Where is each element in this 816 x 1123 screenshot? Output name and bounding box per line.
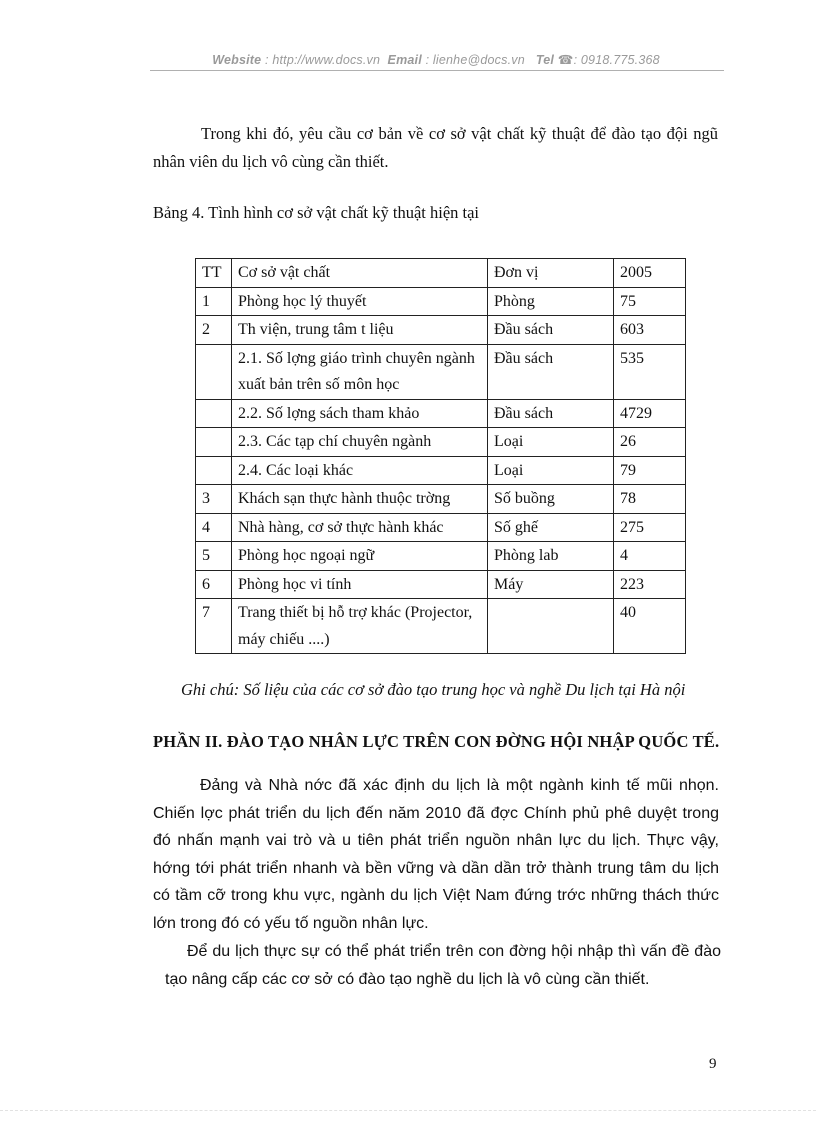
cell-value: 4	[614, 542, 686, 571]
table-row	[196, 485, 686, 514]
cell-facility: Th viện, trung tâm t liệu	[232, 316, 488, 345]
cell-unit: Máy	[488, 570, 614, 599]
cell-facility: 2.2. Số lợng sách tham khảo	[232, 399, 488, 428]
cell-unit	[488, 599, 614, 654]
table-caption: Bảng 4. Tình hình cơ sở vật chất kỹ thuật hiện tại	[153, 203, 480, 222]
cell-value: 275	[614, 513, 686, 542]
cell-value: 26	[614, 428, 686, 457]
page-number: 9	[709, 1056, 717, 1072]
cell-unit: Phòng lab	[488, 542, 614, 571]
cell-value: 603	[614, 316, 686, 345]
cell-tt: 3	[196, 485, 232, 514]
header-cell-tt: TT	[196, 259, 232, 288]
table-row	[196, 542, 686, 571]
cell-value: 78	[614, 485, 686, 514]
cell-value: 535	[614, 344, 686, 399]
cell-tt	[196, 428, 232, 457]
cell-tt: 1	[196, 287, 232, 316]
table-note: Ghi chú: Số liệu của các cơ sở đào tạo trung học và nghề Du lịch tại Hà nội	[181, 680, 686, 699]
page-header	[150, 52, 722, 67]
bottom-rule	[0, 1110, 816, 1111]
cell-tt	[196, 344, 232, 399]
cell-facility: Khách sạn thực hành thuộc trờng	[232, 485, 488, 514]
header-cell-unit: Đơn vị	[488, 259, 614, 288]
paragraph-3-text: Để du lịch thực sự có thể phát triển trên con đờng hội nhập thì vấn đề đào tạo nâng cấp các cơ sở có đào tạo nghề du lịch là vô cùng cần thiết.	[165, 943, 721, 988]
cell-tt: 6	[196, 570, 232, 599]
phone-icon: ☎	[557, 53, 574, 67]
cell-facility: Phòng học vi tính	[232, 570, 488, 599]
cell-facility: Trang thiết bị hỗ trợ khác (Projector, máy chiếu ....)	[232, 599, 488, 654]
cell-unit: Loại	[488, 428, 614, 457]
cell-unit: Phòng	[488, 287, 614, 316]
cell-tt: 7	[196, 599, 232, 654]
cell-facility: Phòng học lý thuyết	[232, 287, 488, 316]
cell-facility: 2.1. Số lợng giáo trình chuyên ngành xuất bản trên số môn học	[232, 344, 488, 399]
website-value: : http://www.docs.vn	[265, 53, 381, 67]
tel-label: Tel	[535, 53, 555, 67]
header-cell-year: 2005	[614, 259, 686, 288]
cell-value: 4729	[614, 399, 686, 428]
table-row	[196, 456, 686, 485]
cell-tt: 5	[196, 542, 232, 571]
table-row	[196, 399, 686, 428]
table-row	[196, 316, 686, 345]
paragraph-3	[165, 938, 721, 993]
table-header-row	[196, 259, 686, 288]
email-label: Email	[387, 53, 422, 67]
paragraph-2	[153, 772, 719, 937]
facilities-table	[195, 258, 686, 654]
table-row	[196, 513, 686, 542]
tel-value: : 0918.775.368	[573, 53, 660, 67]
section-heading: PHẦN II. ĐÀO TẠO NHÂN LỰC TRÊN CON ĐỜNG HỘI NHẬP QUỐC TẾ.	[153, 732, 720, 751]
cell-unit: Đầu sách	[488, 316, 614, 345]
cell-facility: Nhà hàng, cơ sở thực hành khác	[232, 513, 488, 542]
table-body	[196, 259, 686, 654]
cell-value: 223	[614, 570, 686, 599]
header-cell-facility: Cơ sở vật chất	[232, 259, 488, 288]
table-row	[196, 428, 686, 457]
paragraph-2-text: Đảng và Nhà nớc đã xác định du lịch là một ngành kinh tế mũi nhọn. Chiến lợc phát triển du lịch đến năm 2010 đã đợc Chính phủ phê duyệt trong đó nhấn mạnh vai trò và u tiên phát triển nguồn nhân lực du lịch. Thực vậy, hớng tới phát triển nhanh và bền vững và dần dần trở thành trung tâm du lịch có tầm cỡ trong khu vực, ngành du lịch Việt Nam đứng trớc những thách thức lớn trong đó có yếu tố nguồn nhân lực.	[153, 777, 719, 932]
cell-facility: 2.4. Các loại khác	[232, 456, 488, 485]
intro-paragraph: Trong khi đó, yêu cầu cơ bản về cơ sở vật chất kỹ thuật để đào tạo đội ngũ nhân viên du lịch vô cùng cần thiết.	[153, 124, 718, 171]
cell-value: 40	[614, 599, 686, 654]
cell-tt: 2	[196, 316, 232, 345]
cell-facility: 2.3. Các tạp chí chuyên ngành	[232, 428, 488, 457]
cell-unit: Đầu sách	[488, 399, 614, 428]
cell-facility: Phòng học ngoại ngữ	[232, 542, 488, 571]
table-row	[196, 287, 686, 316]
header-rule	[150, 70, 724, 71]
cell-value: 75	[614, 287, 686, 316]
cell-tt	[196, 456, 232, 485]
cell-unit: Số buồng	[488, 485, 614, 514]
cell-tt: 4	[196, 513, 232, 542]
table-row	[196, 344, 686, 399]
cell-unit: Đầu sách	[488, 344, 614, 399]
email-value: : lienhe@docs.vn	[425, 53, 525, 67]
table-row	[196, 599, 686, 654]
website-label: Website	[212, 53, 262, 67]
cell-tt	[196, 399, 232, 428]
cell-unit: Loại	[488, 456, 614, 485]
table-row	[196, 570, 686, 599]
cell-value: 79	[614, 456, 686, 485]
cell-unit: Số ghế	[488, 513, 614, 542]
